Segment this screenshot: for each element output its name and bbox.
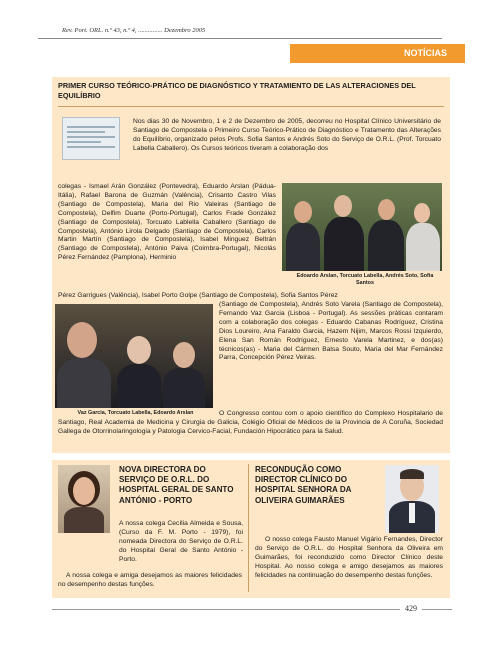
article-1-title-rule (58, 106, 444, 107)
article-3-title: RECONDUÇÃO COMO DIRECTOR CLÍNICO DO HOSPITAL SENHORA DA OLIVEIRA GUIMARÃES (255, 465, 352, 505)
article-3-text: O nosso colega Fausto Manuel Vigário Fernandes, Director do Serviço de O.R.L. do Hospital Senhora da Oliveira em Guimarães, foi reconduzido como Director Clínico deste Hospital. Ao nosso colega e amigo desejamos as maiores felicidades na continuação do desempenho destas funções. (255, 536, 443, 579)
article-2-text-bottom: A nossa colega e amiga desejamos as maiores felicidades no desempenho destas funções. (58, 572, 242, 588)
column-divider (248, 464, 249, 592)
section-banner: NOTÍCIAS (290, 44, 465, 63)
article-1-congresso-text: O Congresso contou com o apoio científico do Complexo Hospitalario de Santiago, Real Academia de Medicina y Cirurgia de Galicia, Colégio Oficial de Médicos de la Provincia de A Coruña, Sociedad Gallega de Otorrinolaringologia y Patologia Cervico-Facial, Fundación Hipocrático para la Salud. (58, 410, 443, 435)
article-1-perez-text: Pérez Garrigues (Valência), Isabel Porto Golpe (Santiago de Compostela), Sofia Santos Pérez (58, 292, 338, 299)
course-logo-image (62, 117, 120, 160)
page-number: 429 (400, 604, 422, 613)
portrait-fausto (385, 465, 439, 533)
header-rule (38, 38, 442, 39)
article-2-text-top: A nossa colega Cecília Almeida e Sousa, (Curso da F. M. Porto - 1979), foi nomeada Directora do Serviço de O.R.L. do Hospital Geral de Santo António - Porto. (119, 520, 243, 563)
article-1-right-text: (Santiago de Compostela), Andrés Soto Varela (Santiago de Compostela), Fernando Vaz Garcia (Lisboa - Portugal). As sessões práticas contaram com a colaboração dos colegas - Eduardo Cabanas Rodríguez, Cristina Dios Loureiro, Ana Faraldo Garcia, Hazem Nijim, Marcos Rossi Izquierdo, Elena San Román Rodríguez, Ernesto Varela Martinez, e dos(as) técnicos(as) - Maria del Cármen Balsa Souto, Maria del Mar Fernández Parra, Concepción Pérez Veiras. (219, 301, 443, 362)
photo-1-caption: Edoardo Arslan, Torcuato Labella, Andrés Soto, Sofia Santos (296, 273, 434, 286)
group-photo-1 (282, 183, 442, 271)
group-photo-2 (55, 304, 213, 408)
article-2-title: NOVA DIRECTORA DO SERVIÇO DE O.R.L. DO HOSPITAL GERAL DE SANTO ANTÓNIO - PORTO (119, 465, 234, 505)
portrait-cecilia (58, 465, 110, 533)
article-1-title: PRIMER CURSO TEÓRICO-PRÁTICO DE DIAGNÓSTICO Y TRATAMIENTO DE LAS ALTERACIONES DEL EQUILÍBRIO (58, 81, 416, 100)
photo-2-caption: Vaz Garcia, Torcuato Labella, Edoardo Arslan (77, 410, 194, 416)
article-1-colegas-text: colegas - Ismael Arán González (Pontevedra), Eduardo Arslan (Pádua-Itália), Rafael Barona de Guzmán (Valência), Crisanto Castro Vilas (Santiago de Compostela), Maria del Rio Valeiras (Santiago de Compostela), Delfim Duarte (Porto-Portugal), Carlos Frade González (Santiago de Compostela), Torcuato Lablella Caballero (Santiago de Compostela), António Lirola Delgado (Santiago de Compostela), Carlos Martin Martín (Santiago de Compostela), Isabel Minguez Beltrán (Santiago de Compostela), António Paiva (Coimbra-Portugal), Nicolás Pérez Fernández (Pamplona), Herminio (58, 183, 276, 262)
article-1-intro-text: Nos dias 30 de Novembro, 1 e 2 de Dezembro de 2005, decorreu no Hospital Clínico Universitário de Santiago de Compostela o Primeiro Curso Teórico-Prático de Diagnóstico e Tratamento das Alterações do Equilíbrio, organizado pelos Profs. Sofia Santos e Andrés Soto do Serviço de O.R.L. (Prof. Torcuato Labella Caballero). Os Cursos teóricos tiveram a colaboração dos (133, 118, 441, 152)
journal-reference: Rev. Port. ORL. n.º 43, n.º 4, ............... Dezembro 2005 (62, 27, 206, 34)
footer-rule (52, 609, 452, 610)
